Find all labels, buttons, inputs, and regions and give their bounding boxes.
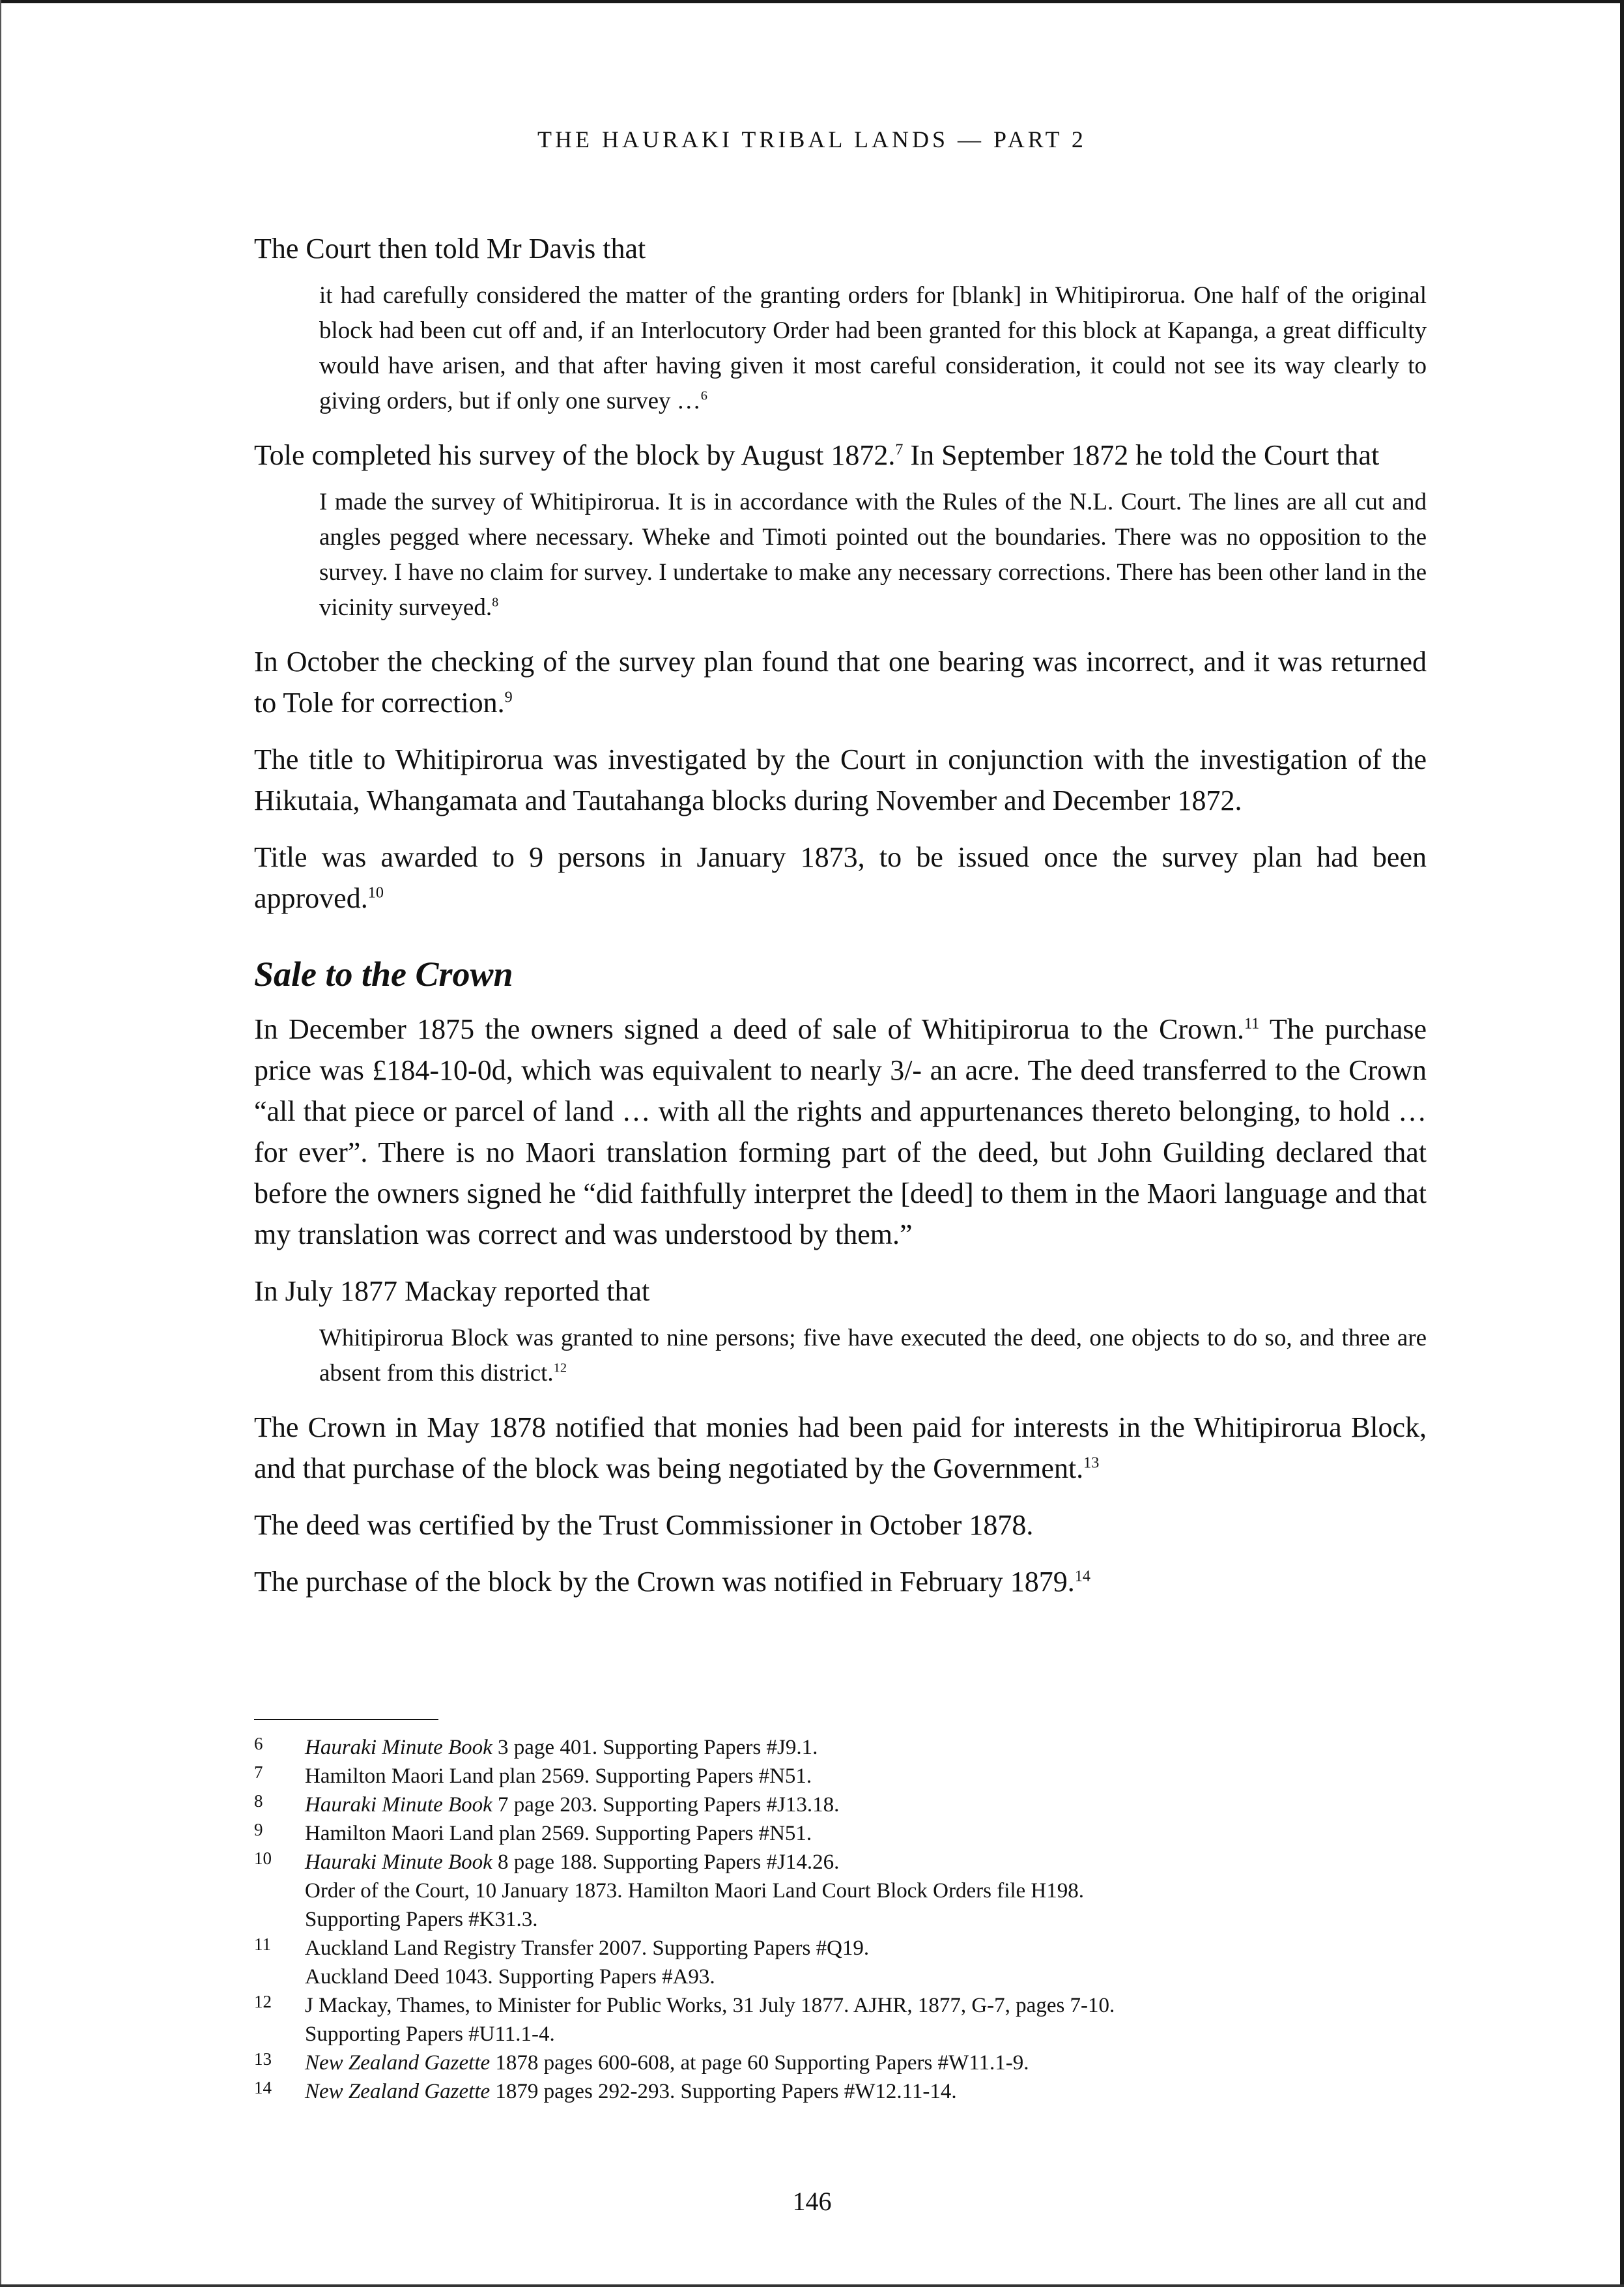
paragraph: The deed was certified by the Trust Commissioner in October 1878. — [254, 1509, 1034, 1541]
footnote-rule — [254, 1719, 438, 1720]
footnote-line — [305, 2020, 1427, 2049]
block-quote: Whitipirorua Block was granted to nine persons; five have executed the deed, one objects to do so, and three are absent from this district.$^{12}$ — [319, 1325, 1427, 1387]
footnote-line-text: Auckland Land Registry Transfer 2007. Supporting Papers #Q19. — [305, 1936, 870, 1960]
footnote-line-text: 1879 pages 292-293. Supporting Papers #W12.11-14. — [490, 2080, 957, 2103]
footnote-line — [305, 1791, 1427, 1819]
footnote-line-text: Auckland Deed 1043. Supporting Papers #A93. — [305, 1965, 715, 1989]
paragraph: The title to Whitipirorua was investigated by the Court in conjunction with the investigation of the Hikutaia, Whangamata and Tautahanga blocks during November and December 1872. — [254, 743, 1427, 816]
footnote-number: 9 — [254, 1820, 263, 1839]
footnote-number: 7 — [254, 1762, 263, 1782]
footnote-ref: 14 — [1074, 1567, 1090, 1585]
page-number: 146 — [792, 2187, 832, 2216]
footnote-ref: 13 — [1083, 1454, 1100, 1472]
footnote-line-text: 7 page 203. Supporting Papers #J13.18. — [492, 1793, 840, 1817]
footnote-source-title: Hauraki Minute Book — [305, 1736, 492, 1759]
footnote-line — [305, 1905, 1427, 1934]
footnote-number: 13 — [254, 2049, 272, 2069]
page-body — [254, 228, 1427, 1618]
footnote-ref: 7 — [895, 440, 904, 459]
scan-edge-right — [1620, 0, 1624, 2287]
footnote-number: 6 — [254, 1734, 263, 1753]
section-heading: Sale to the Crown — [254, 955, 513, 994]
footnote — [254, 1762, 1427, 1791]
footnote-text — [305, 2077, 1427, 2106]
footnote-list — [254, 1733, 1427, 2106]
footnote-ref: 10 — [367, 884, 384, 902]
scan-edge-top — [0, 0, 1624, 3]
footnote — [254, 1733, 1427, 1762]
footnote-line-text: Supporting Papers #K31.3. — [305, 1908, 538, 1931]
paragraph: Tole completed his survey of the block by August 1872.$^7$ In September 1872 he told the Court that — [254, 439, 1380, 471]
footnote-text — [305, 1733, 1427, 1762]
footnote-source-title: New Zealand Gazette — [305, 2080, 491, 2103]
paragraph: Title was awarded to 9 persons in January 1873, to be issued once the survey plan had been approved.$^{10}$ — [254, 841, 1427, 914]
footnote-source-title: Hauraki Minute Book — [305, 1793, 492, 1817]
footnotes — [254, 1719, 1427, 2106]
footnote-ref: 12 — [553, 1360, 567, 1375]
footnote — [254, 1791, 1427, 1819]
footnote-line-text: Hamilton Maori Land plan 2569. Supporting Papers #N51. — [305, 1822, 812, 1845]
footnote-text — [305, 1791, 1427, 1819]
footnote-source-title: Hauraki Minute Book — [305, 1850, 492, 1874]
footnote-ref: 6 — [700, 388, 707, 403]
footnote-number: 12 — [254, 1992, 272, 2011]
footnote-line — [305, 1762, 1427, 1791]
footnote-line-text: Supporting Papers #U11.1-4. — [305, 2022, 555, 2046]
footnote-line-text: 3 page 401. Supporting Papers #J9.1. — [492, 1736, 818, 1759]
footnote-line-text: 1878 pages 600-608, at page 60 Supporting Papers #W11.1-9. — [490, 2051, 1029, 2075]
footnote — [254, 1848, 1427, 1934]
scan-edge-left — [0, 0, 1, 2287]
footnote — [254, 1819, 1427, 1848]
paragraph: In July 1877 Mackay reported that — [254, 1275, 650, 1307]
footnote-line — [305, 1991, 1427, 2020]
block-quote: it had carefully considered the matter of the granting orders for [blank] in Whitipirorua. One half of the original block had been cut off and, if an Interlocutory Order had been granted for this block at Kapanga, a great difficulty would have arisen, and that after having given it most careful consideration, it could not see its way clearly to giving orders, but if only one survey …$^6$ — [319, 282, 1427, 414]
footnote — [254, 2049, 1427, 2077]
footnote-text — [305, 1848, 1427, 1934]
footnote-line-text: J Mackay, Thames, to Minister for Public Works, 31 July 1877. AJHR, 1877, G-7, pages 7-10. — [305, 1994, 1115, 2017]
running-header: THE HAURAKI TRIBAL LANDS — PART 2 — [537, 126, 1087, 152]
footnote-text — [305, 1762, 1427, 1791]
footnote — [254, 1991, 1427, 2049]
footnote-text — [305, 1819, 1427, 1848]
footnote-ref: 8 — [492, 595, 499, 610]
footnote-line-text: Order of the Court, 10 January 1873. Hamilton Maori Land Court Block Orders file H198. — [305, 1879, 1085, 1903]
block-quote: I made the survey of Whitipirorua. It is in accordance with the Rules of the N.L. Court. The lines are all cut and angles pegged where necessary. Wheke and Timoti pointed out the boundaries. There was no opposition to the survey. I have no claim for survey. I undertake to make any necessary corrections. There has been other land in the vicinity surveyed.$^8$ — [319, 489, 1427, 621]
footnote-line-text: Hamilton Maori Land plan 2569. Supporting Papers #N51. — [305, 1764, 812, 1788]
footnote-line — [305, 2049, 1427, 2077]
paragraph: In December 1875 the owners signed a deed of sale of Whitipirorua to the Crown.$^{11}$ The purchase price was £184-10-0d, which was equivalent to nearly 3/- an acre. The deed transferred to the Crown “all that piece or parcel of land … with all the rights and appurtenances thereto belonging, to hold … for ever”. There is no Maori translation forming part of the deed, but John Guilding declared that before the owners signed he “did faithfully interpret the [deed] to them in the Maori language and that my translation was correct and was understood by them.” — [254, 1013, 1427, 1250]
footnote-line — [305, 1877, 1427, 1905]
scan-edge-bottom — [0, 2284, 1624, 2287]
footnote-line — [305, 1733, 1427, 1762]
footnote-text — [305, 2049, 1427, 2077]
footnote-ref: 9 — [504, 688, 513, 706]
footnote-text — [305, 1991, 1427, 2049]
footnote — [254, 1934, 1427, 1991]
footnote-number: 11 — [254, 1935, 271, 1954]
footnote-text — [305, 1934, 1427, 1991]
footnote-line — [305, 1819, 1427, 1848]
paragraph: The Crown in May 1878 notified that monies had been paid for interests in the Whitipirorua Block, and that purchase of the block was being negotiated by the Government.$^{13}$ — [254, 1411, 1427, 1484]
footnote-line-text: 8 page 188. Supporting Papers #J14.26. — [492, 1850, 840, 1874]
footnote-number: 8 — [254, 1791, 263, 1811]
footnote-source-title: New Zealand Gazette — [305, 2051, 491, 2075]
paragraph: In October the checking of the survey plan found that one bearing was incorrect, and it was returned to Tole for correction.$^9$ — [254, 646, 1427, 719]
footnote-line — [305, 1934, 1427, 1963]
footnote-ref: 11 — [1244, 1014, 1260, 1033]
paragraph: The Court then told Mr Davis that — [254, 233, 646, 265]
footnote-line — [305, 2077, 1427, 2106]
footnote-line — [305, 1848, 1427, 1877]
footnote-line — [305, 1963, 1427, 1991]
footnote — [254, 2077, 1427, 2106]
footnote-number: 10 — [254, 1848, 272, 1868]
footnote-number: 14 — [254, 2078, 272, 2097]
paragraph: The purchase of the block by the Crown was notified in February 1879.14 — [254, 1566, 1090, 1598]
